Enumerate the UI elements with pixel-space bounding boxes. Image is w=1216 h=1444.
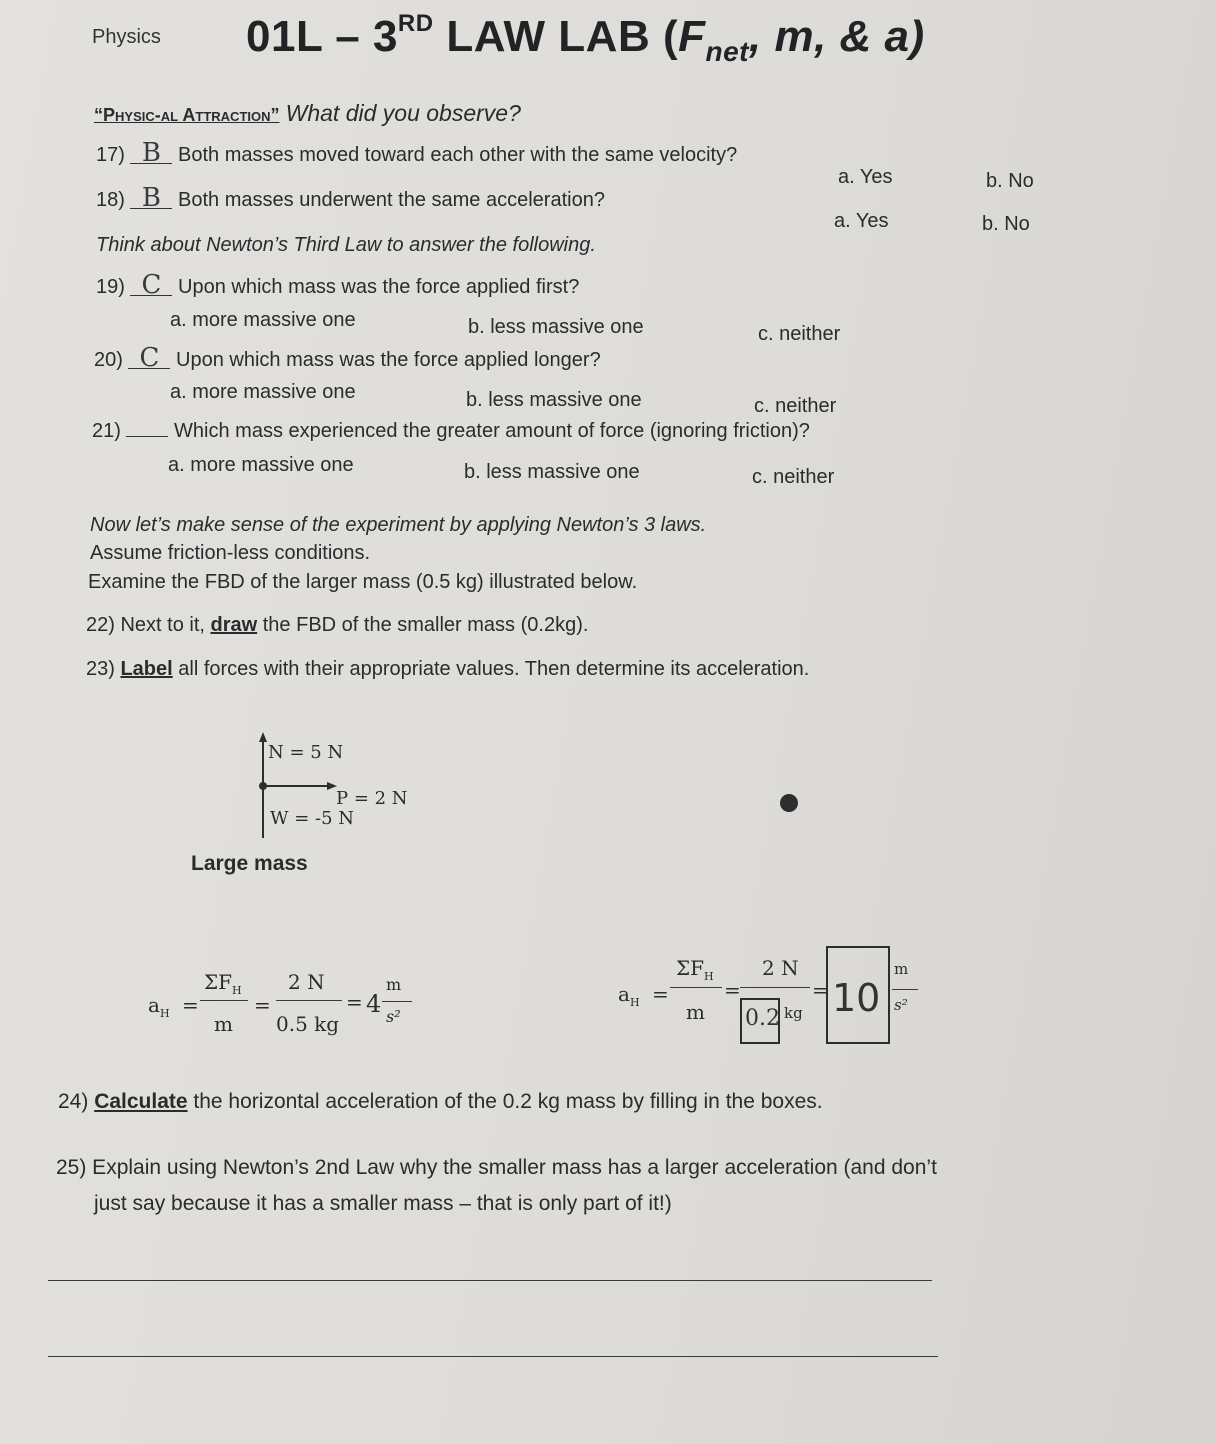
eq-small-den1: m bbox=[686, 1000, 705, 1024]
eq-small-equals-1: = bbox=[652, 982, 669, 1006]
eq-large-sigma-sub: H bbox=[232, 984, 242, 997]
q19-option-c: c. neither bbox=[758, 323, 841, 345]
q18-text: Both masses underwent the same acceleration? bbox=[178, 189, 605, 211]
q22-lead: 22) Next to it, bbox=[86, 614, 211, 636]
fbd-normal-label: N = 5 N bbox=[268, 742, 344, 763]
q20-option-b: b. less massive one bbox=[466, 389, 642, 411]
eq-small-sigma: ΣF bbox=[676, 956, 705, 980]
q19-number: 19) bbox=[96, 276, 125, 298]
fbd-push-label: P = 2 N bbox=[336, 788, 408, 809]
q21-text: Which mass experienced the greater amount of force (ignoring friction)? bbox=[174, 420, 810, 442]
title-sup: RD bbox=[397, 10, 434, 37]
q18-answer-blank[interactable]: B bbox=[130, 188, 172, 209]
answer-line-2[interactable] bbox=[48, 1356, 938, 1357]
title-end: , m, & a) bbox=[749, 12, 925, 61]
fbd-weight-label: W = -5 N bbox=[270, 808, 355, 829]
q17-number: 17) bbox=[96, 144, 125, 166]
third-law-intro: Think about Newton’s Third Law to answer the following. bbox=[96, 234, 596, 256]
question-19 bbox=[96, 270, 580, 300]
eq-large-sigma: ΣF bbox=[204, 970, 233, 994]
eq-large-bar-1 bbox=[200, 1000, 248, 1001]
acceleration-input-box[interactable] bbox=[826, 946, 890, 1044]
question-18 bbox=[96, 183, 605, 213]
q20-option-a: a. more massive one bbox=[170, 381, 356, 403]
eq-small-a-sub: H bbox=[629, 996, 640, 1009]
question-20 bbox=[94, 343, 601, 373]
eq-large-den2: 0.5 kg bbox=[276, 1012, 340, 1036]
q22-keyword: draw bbox=[210, 614, 258, 636]
q18-number: 18) bbox=[96, 189, 125, 211]
q24-lead: 24) bbox=[58, 1090, 95, 1113]
eq-small-num2: 2 N bbox=[762, 956, 799, 980]
eq-small-bar-2 bbox=[740, 987, 810, 988]
section-prompt: What did you observe? bbox=[285, 100, 521, 126]
eq-large-lhs bbox=[148, 993, 170, 1020]
eq-large-num2: 2 N bbox=[288, 970, 325, 994]
eq-small-unit-bar bbox=[892, 989, 918, 990]
experiment-line-2: Assume friction-less conditions. bbox=[90, 542, 371, 564]
eq-small-bar-1 bbox=[670, 987, 722, 988]
page-title bbox=[246, 10, 925, 68]
eq-small-equals-3: = bbox=[812, 978, 829, 1002]
q17-answer-blank[interactable]: B bbox=[130, 143, 172, 164]
q24-keyword: Calculate bbox=[94, 1090, 188, 1113]
eq-large-a-sub: H bbox=[159, 1007, 170, 1020]
eq-large-equals-2: = bbox=[254, 993, 271, 1017]
q23-rest: all forces with their appropriate values. Then determine its acceleration. bbox=[172, 658, 810, 680]
q19-option-b: b. less massive one bbox=[468, 316, 644, 338]
q22-rest: the FBD of the smaller mass (0.2kg). bbox=[257, 614, 589, 636]
eq-large-a: a bbox=[148, 993, 160, 1017]
q21-number: 21) bbox=[92, 420, 121, 442]
question-24 bbox=[58, 1090, 823, 1114]
q17-option-a: a. Yes bbox=[838, 166, 893, 188]
eq-small-num1 bbox=[676, 956, 714, 983]
eq-large-equals-1: = bbox=[182, 993, 199, 1017]
question-25-line-1: 25) Explain using Newton’s 2nd Law why the smaller mass has a larger acceleration (and don’t bbox=[56, 1156, 937, 1179]
section-title: “Physic-al Attraction” bbox=[94, 105, 280, 125]
eq-small-equals-2: = bbox=[724, 978, 741, 1002]
eq-large-num1 bbox=[204, 970, 242, 997]
q23-lead: 23) bbox=[86, 658, 121, 680]
eq-large-unit-num: m bbox=[386, 975, 402, 994]
q20-option-c: c. neither bbox=[754, 395, 837, 417]
eq-small-a: a bbox=[618, 982, 630, 1006]
experiment-line-1: Now let’s make sense of the experiment by applying Newton’s 3 laws. bbox=[90, 514, 707, 536]
title-mid: LAW LAB ( bbox=[433, 12, 679, 61]
fbd-caption: Large mass bbox=[191, 852, 308, 875]
q23-keyword: Label bbox=[120, 658, 173, 680]
q18-option-a: a. Yes bbox=[834, 210, 889, 232]
q17-text: Both masses moved toward each other with the same velocity? bbox=[178, 144, 738, 166]
q17-option-b: b. No bbox=[986, 170, 1034, 192]
acceleration-input-value: 10 bbox=[832, 976, 881, 1020]
eq-large-unit-den: s² bbox=[386, 1007, 401, 1026]
question-21 bbox=[92, 420, 810, 443]
normal-arrowhead bbox=[259, 732, 267, 742]
q20-text: Upon which mass was the force applied longer? bbox=[176, 349, 601, 371]
eq-large-den1: m bbox=[214, 1012, 233, 1036]
question-17 bbox=[96, 138, 738, 168]
small-mass-dot bbox=[780, 794, 798, 812]
q20-number: 20) bbox=[94, 349, 123, 371]
eq-large-equals-3: = bbox=[346, 990, 363, 1014]
eq-small-mass-unit: kg bbox=[784, 1004, 803, 1022]
answer-line-1[interactable] bbox=[48, 1280, 932, 1281]
mass-input-box[interactable] bbox=[740, 998, 780, 1044]
q21-option-a: a. more massive one bbox=[168, 454, 354, 476]
eq-small-unit-num: m bbox=[894, 960, 909, 978]
mass-input-value: 0.2 bbox=[745, 1006, 780, 1031]
question-22 bbox=[86, 614, 588, 637]
subject-label: Physics bbox=[92, 26, 161, 48]
eq-small-unit-den: s² bbox=[894, 996, 908, 1014]
fbd-mass-point bbox=[259, 782, 267, 790]
q19-text: Upon which mass was the force applied first? bbox=[178, 276, 580, 298]
eq-small-sigma-sub: H bbox=[704, 970, 714, 983]
experiment-line-3: Examine the FBD of the larger mass (0.5 kg) illustrated below. bbox=[88, 571, 638, 593]
q18-option-b: b. No bbox=[982, 213, 1030, 235]
q20-answer-blank[interactable]: C bbox=[128, 348, 170, 369]
title-sub: net bbox=[705, 36, 749, 67]
q21-answer-blank[interactable] bbox=[126, 436, 168, 437]
q19-answer-blank[interactable]: C bbox=[130, 275, 172, 296]
title-f: F bbox=[678, 12, 706, 61]
q21-option-b: b. less massive one bbox=[464, 461, 640, 483]
eq-small-lhs bbox=[618, 982, 640, 1009]
question-25-line-2: just say because it has a smaller mass – that is only part of it!) bbox=[94, 1192, 672, 1215]
q19-option-a: a. more massive one bbox=[170, 309, 356, 331]
eq-large-result: 4 bbox=[366, 990, 382, 1018]
eq-large-bar-2 bbox=[276, 1000, 342, 1001]
section-heading bbox=[94, 100, 521, 127]
question-23 bbox=[86, 658, 809, 681]
title-main: 01L – 3 bbox=[246, 12, 398, 61]
q24-rest: the horizontal acceleration of the 0.2 kg mass by filling in the boxes. bbox=[187, 1090, 823, 1113]
q21-option-c: c. neither bbox=[752, 466, 835, 488]
eq-large-unit-bar bbox=[382, 1001, 412, 1002]
